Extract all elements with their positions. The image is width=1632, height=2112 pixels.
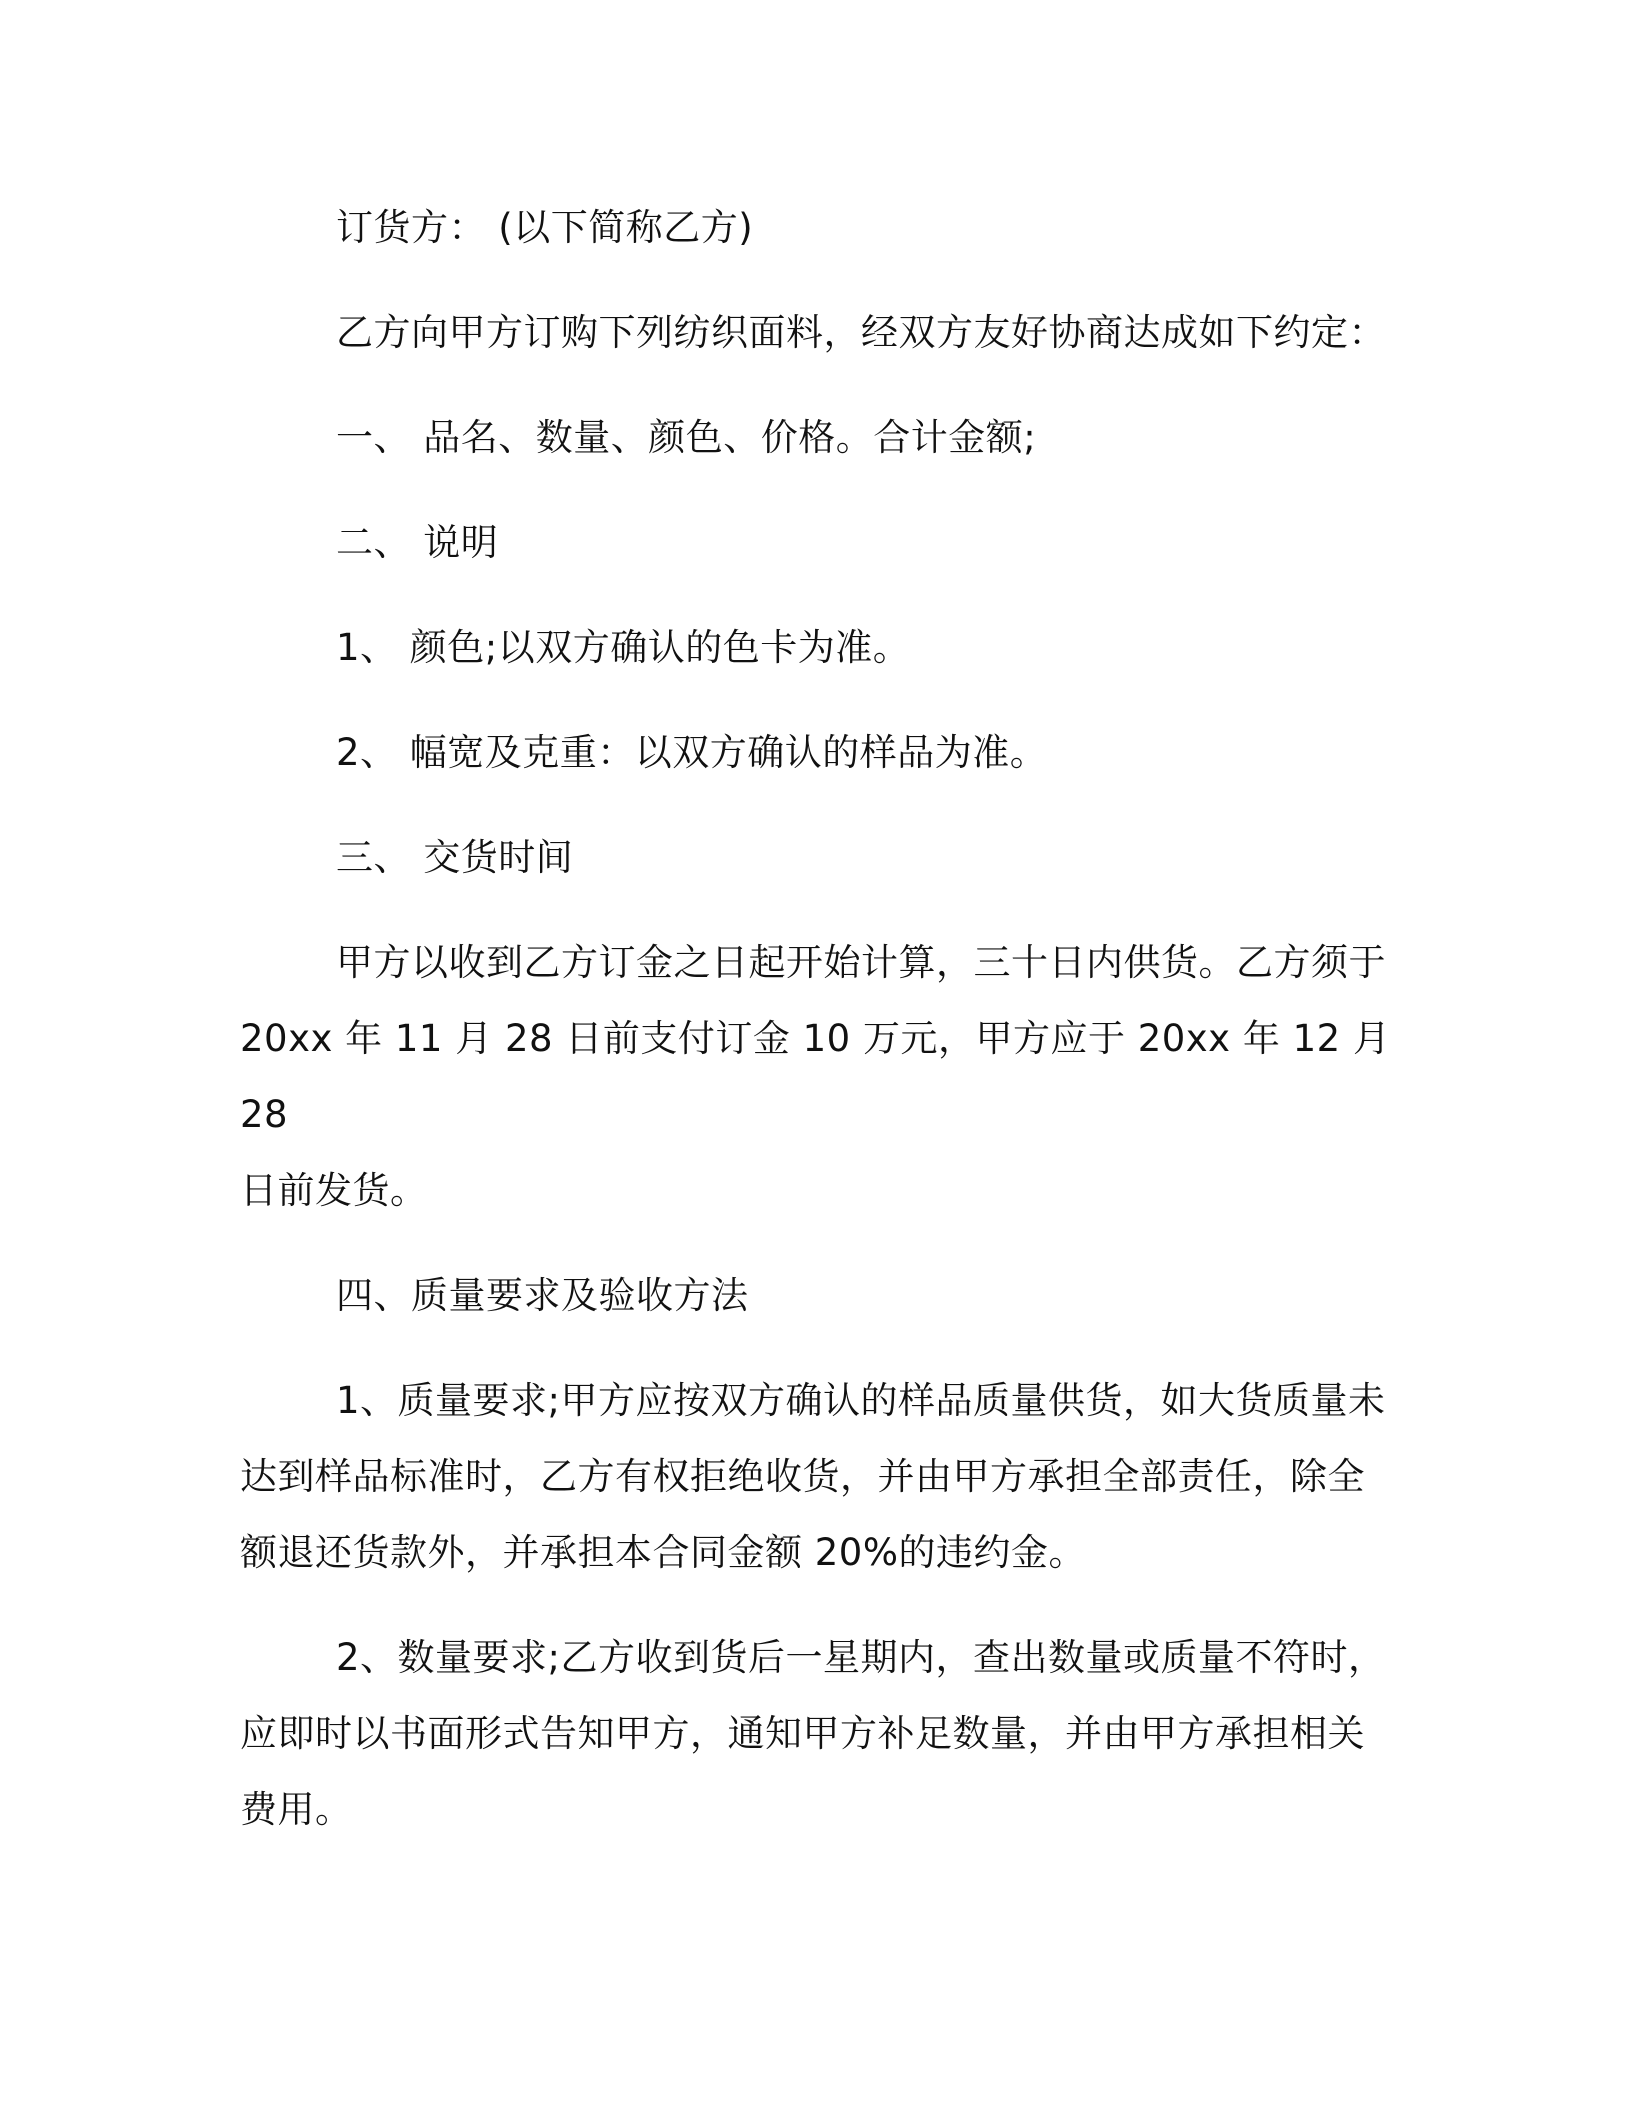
section-4-item-1-line-2: 达到样品标准时，乙方有权拒绝收货，并由甲方承担全部责任，除全 [240,1455,1365,1498]
section-4-item-2-line-3: 费用。 [240,1788,353,1831]
section-4-item-1-line-1: 1、质量要求;甲方应按双方确认的样品质量供货，如大货质量未 [336,1379,1386,1422]
document-page [240,190,1392,1877]
section-3-line-1: 甲方以收到乙方订金之日起开始计算，三十日内供货。乙方须于 [336,941,1386,984]
section-4-heading: 四、质量要求及验收方法 [336,1274,749,1317]
section-3-heading: 三、 交货时间 [336,836,574,879]
section-2-item-1: 1、 颜色;以双方确认的色卡为准。 [336,626,911,669]
section-4-item-2-line-2: 应即时以书面形式告知甲方，通知甲方补足数量，并由甲方承担相关 [240,1712,1365,1755]
section-3-paragraph [240,925,1392,1229]
section-4-item-2-line-1: 2、数量要求;乙方收到货后一星期内，查出数量或质量不符时， [336,1636,1386,1679]
section-2-heading: 二、 说明 [336,521,499,564]
section-3-line-2: 20xx 年 11 月 28 日前支付订金 10 万元，甲方应于 20xx 年 12 月 28 [240,1017,1391,1136]
section-4-item-1-line-3: 额退还货款外，并承担本合同金额 20%的违约金。 [240,1531,1086,1574]
intro-line: 乙方向甲方订购下列纺织面料，经双方友好协商达成如下约定： [336,311,1386,354]
section-3-line-3: 日前发货。 [240,1169,428,1212]
ordering-party-line: 订货方： (以下简称乙方) [336,206,754,249]
section-2-item-2: 2、 幅宽及克重：以双方确认的样品为准。 [336,731,1048,774]
section-4-item-2-paragraph [240,1620,1392,1848]
section-1-heading: 一、 品名、数量、颜色、价格。合计金额; [336,416,1037,459]
section-4-item-1-paragraph [240,1363,1392,1591]
